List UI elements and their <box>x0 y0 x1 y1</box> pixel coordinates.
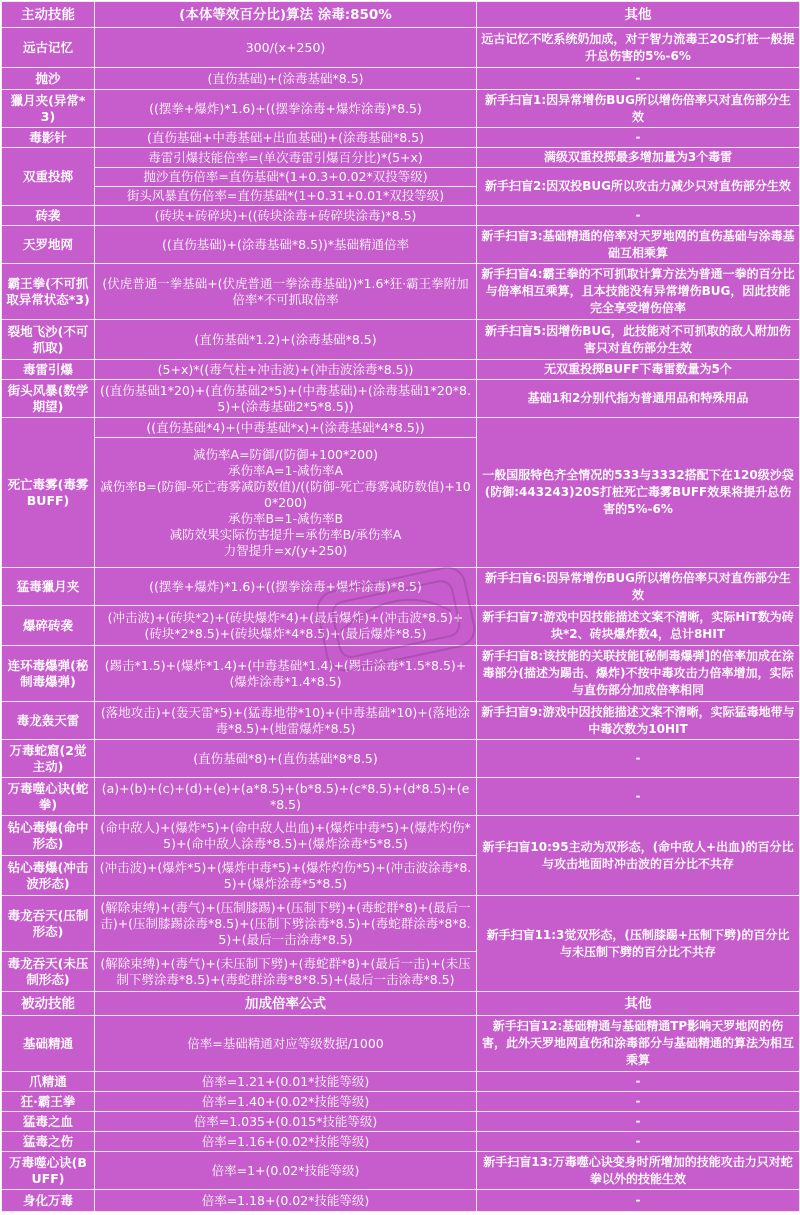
skill-formula: (命中敌人)+(爆炸*5)+(命中敌人出血)+(爆炸中毒*5)+(爆炸灼伤*5)+(命中敌人涂毒*8.5)+(爆炸涂毒*5*8.5) <box>95 816 477 856</box>
table-row <box>2 264 800 320</box>
skill-formula: ((摆拳+爆炸)*1.6)+((摆拳涂毒+爆炸涂毒)*8.5) <box>95 90 477 128</box>
header-cell: 被动技能 <box>2 992 95 1016</box>
table-row <box>2 1190 800 1212</box>
header-cell: 其他 <box>477 2 800 28</box>
formula-line: 承伤率B=1-减伤率B <box>227 510 344 526</box>
skill-formula: 毒雷引爆技能倍率=(单次毒雷引爆百分比)*(5+x) <box>95 148 477 168</box>
skill-note: - <box>477 128 800 148</box>
formula-line: 力智提升=x/(y+250) <box>223 542 348 558</box>
table-row <box>2 68 800 90</box>
skill-formula: (解除束缚)+(毒气)+(压制膝踢)+(压制下劈)+(毒蛇群*8)+(最后一击)+(压制膝踢涂毒*8.5)+(压制下劈涂毒*8.5)+(毒蛇群涂毒*8*8.5)+(最后一击涂毒*8.5) <box>95 896 477 952</box>
table-row <box>2 1132 800 1152</box>
skill-name: 猛毒獵月夹 <box>2 568 95 606</box>
skill-formula: (直伤基础)+(涂毒基础*8.5) <box>95 68 477 90</box>
table-row <box>2 168 800 187</box>
skill-name: 毒龙吞天(未压制形态) <box>2 952 95 992</box>
skill-name: 钻心毒爆(命中形态) <box>2 816 95 856</box>
skill-name: 死亡毒雾(毒雾BUFF) <box>2 418 95 568</box>
skill-formula: 倍率=1.16+(0.02*技能等级) <box>95 1132 477 1152</box>
skill-note: 新手扫盲2:因双投BUG所以攻击力减少只对直伤部分生效 <box>477 168 800 206</box>
skill-formula: 街头风暴直伤倍率=直伤基础*(1+0.31+0.01*双投等级) <box>95 187 477 206</box>
table-row <box>2 1092 800 1112</box>
skill-formula: 倍率=1.21+(0.01*技能等级) <box>95 1072 477 1092</box>
skill-note: 新手扫盲5:因增伤BUG，此技能对不可抓取的敌人附加伤害只对直伤部分生效 <box>477 320 800 360</box>
skill-note: 新手扫盲10:95主动为双形态，(命中敌人+出血)的百分比与攻击地面时冲击波的百分比不共存 <box>477 816 800 896</box>
skill-note: 新手扫盲11:3觉双形态，(压制膝踢+压制下劈)的百分比与未压制下劈的百分比不共存 <box>477 896 800 992</box>
skill-formula: 倍率=1.40+(0.02*技能等级) <box>95 1092 477 1112</box>
skill-name: 钻心毒爆(冲击波形态) <box>2 856 95 896</box>
skill-formula: (5+x)*((毒气柱+冲击波)+(冲击波涂毒*8.5)) <box>95 360 477 380</box>
skill-note: - <box>477 1132 800 1152</box>
skill-name: 双重投掷 <box>2 148 95 206</box>
skill-name: 爆碎砖袭 <box>2 606 95 646</box>
skill-note: - <box>477 68 800 90</box>
skill-name: 身化万毒 <box>2 1190 95 1212</box>
skill-note: 远古记忆不吃系统奶加成，对于智力流毒王20S打桩一般提升总伤害的5%-6% <box>477 28 800 68</box>
table-row <box>2 816 800 856</box>
skill-note: - <box>477 778 800 816</box>
skill-formula: ((直伤基础)+(涂毒基础*8.5))*基础精通倍率 <box>95 226 477 264</box>
skill-formula: (a)+(b)+(c)+(d)+(e)+(a*8.5)+(b*8.5)+(c*8.5)+(d*8.5)+(e*8.5) <box>95 778 477 816</box>
skill-formula: 倍率=1.035+(0.015*技能等级) <box>95 1112 477 1132</box>
skill-note: 一般国服特色齐全情况的533与3332搭配下在120级沙袋(防御:443243)20S打桩死亡毒雾BUFF效果将提升总伤害的5%-6% <box>477 418 800 568</box>
skill-name: 万毒噬心诀(BUFF) <box>2 1152 95 1190</box>
skill-note: - <box>477 1190 800 1212</box>
header-cell: 其他 <box>477 992 800 1016</box>
table-row <box>2 740 800 778</box>
skill-name: 毒影针 <box>2 128 95 148</box>
skill-name: 抛沙 <box>2 68 95 90</box>
skill-note: - <box>477 1112 800 1132</box>
table-row <box>2 380 800 418</box>
skill-name: 基础精通 <box>2 1016 95 1072</box>
skill-formula: (砖块+砖碎块)+((砖块涂毒+砖碎块涂毒)*8.5) <box>95 206 477 226</box>
table-row <box>2 90 800 128</box>
skill-name: 远古记忆 <box>2 28 95 68</box>
table-row <box>2 606 800 646</box>
skill-note: - <box>477 206 800 226</box>
skill-name: 万毒蛇窟(2觉主动) <box>2 740 95 778</box>
skill-formula: 抛沙直伤倍率=直伤基础*(1+0.3+0.02*双投等级) <box>95 168 477 187</box>
table-row <box>2 1072 800 1092</box>
formula-line: 减伤率B=(防御-死亡毒雾减防数值)/((防御-死亡毒雾减防数值)+100*200) <box>100 478 471 510</box>
skill-note: 新手扫盲13:万毒噬心诀变身时所增加的技能攻击力只对蛇拳以外的技能生效 <box>477 1152 800 1190</box>
skill-name: 爪精通 <box>2 1072 95 1092</box>
skill-formula: 倍率=基础精通对应等级数据/1000 <box>95 1016 477 1072</box>
skill-name: 毒雷引爆 <box>2 360 95 380</box>
skill-formula: 倍率=1+(0.02*技能等级) <box>95 1152 477 1190</box>
skill-formula: (落地攻击)+(轰天雷*5)+(猛毒地带*10)+(中毒基础*10)+(落地涂毒*8.5)+(地雷爆炸*8.5) <box>95 702 477 740</box>
skill-formula: (伏虎普通一拳基础+(伏虎普通一拳涂毒基础))*1.6*狂·霸王拳附加倍率*不可抓取倍率 <box>95 264 477 320</box>
skill-formula: (冲击波)+(爆炸*5)+(爆炸中毒*5)+(爆炸灼伤*5)+(冲击波涂毒*8.5)+(爆炸涂毒*5*8.5) <box>95 856 477 896</box>
table-row <box>2 1112 800 1132</box>
skill-name: 裂地飞沙(不可抓取) <box>2 320 95 360</box>
formula-line: 减伤率A=防御/(防御+100*200) <box>193 446 378 462</box>
skill-note: 满级双重投掷最多增加量为3个毒雷 <box>477 148 800 168</box>
table-row <box>2 28 800 68</box>
skill-name: 狂·霸王拳 <box>2 1092 95 1112</box>
table-row <box>2 568 800 606</box>
skill-formula: (直伤基础+中毒基础+出血基础)+(涂毒基础*8.5) <box>95 128 477 148</box>
skill-name: 猛毒之血 <box>2 1112 95 1132</box>
skill-formula: 300/(x+250) <box>95 28 477 68</box>
table-row <box>2 418 800 438</box>
table-row <box>2 360 800 380</box>
skill-formula: (解除束缚)+(毒气)+(未压制下劈)+(毒蛇群*8)+(最后一击)+(未压制下劈涂毒*8.5)+(毒蛇群涂毒*8*8.5)+(最后一击涂毒*8.5) <box>95 952 477 992</box>
header-cell: (本体等效百分比)算法 涂毒:850% <box>95 2 477 28</box>
table-row <box>2 206 800 226</box>
skill-name: 街头风暴(数学期望) <box>2 380 95 418</box>
skill-note: 新手扫盲3:基础精通的倍率对天罗地网的直伤基础与涂毒基础互相乘算 <box>477 226 800 264</box>
skill-formula: 倍率=1.18+(0.02*技能等级) <box>95 1190 477 1212</box>
header-cell: 加成倍率公式 <box>95 992 477 1016</box>
skill-formula-details <box>95 438 477 568</box>
skill-note: 无双重投掷BUFF下毒雷数量为5个 <box>477 360 800 380</box>
skill-note: 新手扫盲12:基础精通与基础精通TP影响天罗地网的伤害，此外天罗地网直伤和涂毒部分与基础精通的算法为相互乘算 <box>477 1016 800 1072</box>
skill-note: 新手扫盲6:因异常增伤BUG所以增伤倍率只对直伤部分生效 <box>477 568 800 606</box>
skill-formula: (直伤基础*1.2)+(涂毒基础*8.5) <box>95 320 477 360</box>
skill-name: 连环毒爆弹(秘制毒爆弹) <box>2 646 95 702</box>
skill-name: 万毒噬心诀(蛇拳) <box>2 778 95 816</box>
skill-name: 猛毒之伤 <box>2 1132 95 1152</box>
skill-name: 霸王拳(不可抓取异常状态*3) <box>2 264 95 320</box>
skill-formula: (踢击*1.5)+(爆炸*1.4)+(中毒基础*1.4)+(踢击涂毒*1.5*8.5)+(爆炸涂毒*1.4*8.5) <box>95 646 477 702</box>
table-row <box>2 148 800 168</box>
skill-note: 基础1和2分别代指为普通用品和特殊用品 <box>477 380 800 418</box>
skill-name: 砖袭 <box>2 206 95 226</box>
skill-note: - <box>477 740 800 778</box>
header-cell: 主动技能 <box>2 2 95 28</box>
skill-formula: (冲击波)+(砖块*2)+(砖块爆炸*4)+(最后爆炸)+(冲击波*8.5)+(砖块*2*8.5)+(砖块爆炸*4*8.5)+(最后爆炸*8.5) <box>95 606 477 646</box>
formula-line: 减防效果实际伤害提升=承伤率B/承伤率A <box>169 526 402 542</box>
formula-line: 承伤率A=1-减伤率A <box>227 462 344 478</box>
table-row <box>2 702 800 740</box>
passive-header-row <box>2 992 800 1016</box>
table-row <box>2 226 800 264</box>
table-row <box>2 1016 800 1072</box>
skill-note: 新手扫盲1:因异常增伤BUG所以增伤倍率只对直伤部分生效 <box>477 90 800 128</box>
skill-note: - <box>477 1072 800 1092</box>
table-row <box>2 320 800 360</box>
skill-note: 新手扫盲8:该技能的关联技能[秘制毒爆弹]的倍率加成在涂毒部分(描述为踢击、爆炸)不按中毒攻击力倍率增加，实际与直伤部分加成倍率相同 <box>477 646 800 702</box>
table-row <box>2 646 800 702</box>
table-row <box>2 128 800 148</box>
skill-note: - <box>477 1092 800 1112</box>
skill-formula: ((摆拳+爆炸)*1.6)+((摆拳涂毒+爆炸涂毒)*8.5) <box>95 568 477 606</box>
skill-name: 獵月夹(异常*3) <box>2 90 95 128</box>
skill-formula: (直伤基础*8)+(直伤基础*8*8.5) <box>95 740 477 778</box>
skill-name: 毒龙轰天雷 <box>2 702 95 740</box>
skill-note: 新手扫盲7:游戏中因技能描述文案不清晰，实际HiT数为砖块*2、砖块爆炸数4，总计8HIT <box>477 606 800 646</box>
table-row <box>2 896 800 952</box>
skill-table <box>1 1 800 1212</box>
active-header-row <box>2 2 800 28</box>
skill-name: 毒龙吞天(压制形态) <box>2 896 95 952</box>
table-row <box>2 1152 800 1190</box>
table-row <box>2 778 800 816</box>
skill-note: 新手扫盲9:游戏中因技能描述文案不清晰，实际猛毒地带与中毒次数为10HIT <box>477 702 800 740</box>
skill-note: 新手扫盲4:霸王拳的不可抓取计算方法为普通一拳的百分比与倍率相互乘算，且本技能没有异常增伤BUG，因此技能完全享受增伤倍率 <box>477 264 800 320</box>
skill-formula: ((直伤基础*4)+(中毒基础*x)+(涂毒基础*4*8.5)) <box>95 418 477 438</box>
skill-formula-sheet <box>1 1 799 1213</box>
skill-name: 天罗地网 <box>2 226 95 264</box>
skill-formula: ((直伤基础1*20)+(直伤基础2*5)+(中毒基础)+(涂毒基础1*20*8.5)+(涂毒基础2*5*8.5)) <box>95 380 477 418</box>
